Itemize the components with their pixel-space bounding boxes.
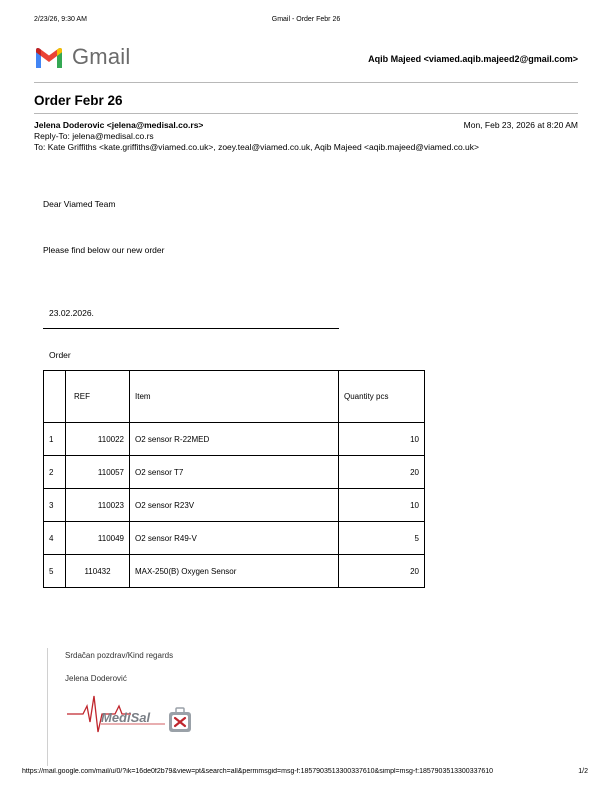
row-ref: 110022 — [66, 423, 130, 456]
order-table — [43, 370, 425, 588]
footer-page-number: 1/2 — [578, 768, 588, 775]
email-date: Mon, Feb 23, 2026 at 8:20 AM — [463, 120, 578, 130]
email-to: To: Kate Griffiths <kate.griffiths@viamed.co.uk>, zoey.teal@viamed.co.uk, Aqib Majeed <aqib.majeed@viamed.co.uk> — [34, 142, 479, 152]
table-row — [44, 522, 425, 555]
row-no: 3 — [44, 489, 66, 522]
order-date: 23.02.2026. — [49, 308, 94, 318]
header-no — [44, 371, 66, 423]
header-item: Item — [130, 371, 339, 423]
row-quantity: 20 — [339, 456, 425, 489]
footer-url: https://mail.google.com/mail/u/0/?ik=16de0f2b79&view=pt&search=all&permmsgid=msg-f:1857903513300337610&simpl=msg-f:1857903513300337610 — [22, 768, 494, 775]
row-no: 5 — [44, 555, 66, 588]
email-greeting: Dear Viamed Team — [43, 199, 116, 209]
order-date-underline — [43, 328, 339, 329]
subject-divider — [34, 113, 578, 114]
medisal-logo — [65, 692, 195, 740]
print-datetime: 2/23/26, 9:30 AM — [34, 16, 87, 23]
row-item: O2 sensor R-22MED — [130, 423, 339, 456]
row-ref: 110057 — [66, 456, 130, 489]
account-name[interactable]: Aqib Majeed <viamed.aqib.majeed2@gmail.com> — [368, 54, 578, 64]
table-header-row — [44, 371, 425, 423]
table-row — [44, 456, 425, 489]
email-intro: Please find below our new order — [43, 245, 165, 255]
row-quantity: 10 — [339, 423, 425, 456]
signature-regards: Srdačan pozdrav/Kind regards — [65, 651, 174, 660]
row-item: O2 sensor T7 — [130, 456, 339, 489]
row-ref: 110049 — [66, 522, 130, 555]
row-item: O2 sensor R49-V — [130, 522, 339, 555]
email-reply-to: Reply-To: jelena@medisal.co.rs — [34, 131, 154, 141]
row-ref: 110023 — [66, 489, 130, 522]
table-row — [44, 555, 425, 588]
row-no: 2 — [44, 456, 66, 489]
row-no: 4 — [44, 522, 66, 555]
print-page-title: Gmail - Order Febr 26 — [271, 16, 341, 23]
email-from: Jelena Doderovic <jelena@medisal.co.rs> — [34, 120, 204, 130]
signature-name: Jelena Doderović — [65, 674, 127, 683]
email-subject: Order Febr 26 — [34, 93, 123, 108]
header-divider — [34, 82, 578, 83]
row-ref: 110432 — [66, 555, 130, 588]
medisal-logo-text: MediSal — [101, 710, 151, 725]
gmail-logo-icon — [34, 45, 64, 69]
gmail-wordmark: Gmail — [72, 44, 131, 69]
table-row — [44, 489, 425, 522]
row-item: MAX-250(B) Oxygen Sensor — [130, 555, 339, 588]
row-quantity: 5 — [339, 522, 425, 555]
order-label: Order — [49, 350, 71, 360]
signature-quote-line — [47, 648, 48, 766]
row-quantity: 20 — [339, 555, 425, 588]
row-no: 1 — [44, 423, 66, 456]
table-row — [44, 423, 425, 456]
header-ref: REF — [66, 371, 130, 423]
header-quantity: Quantity pcs — [339, 371, 425, 423]
row-quantity: 10 — [339, 489, 425, 522]
row-item: O2 sensor R23V — [130, 489, 339, 522]
